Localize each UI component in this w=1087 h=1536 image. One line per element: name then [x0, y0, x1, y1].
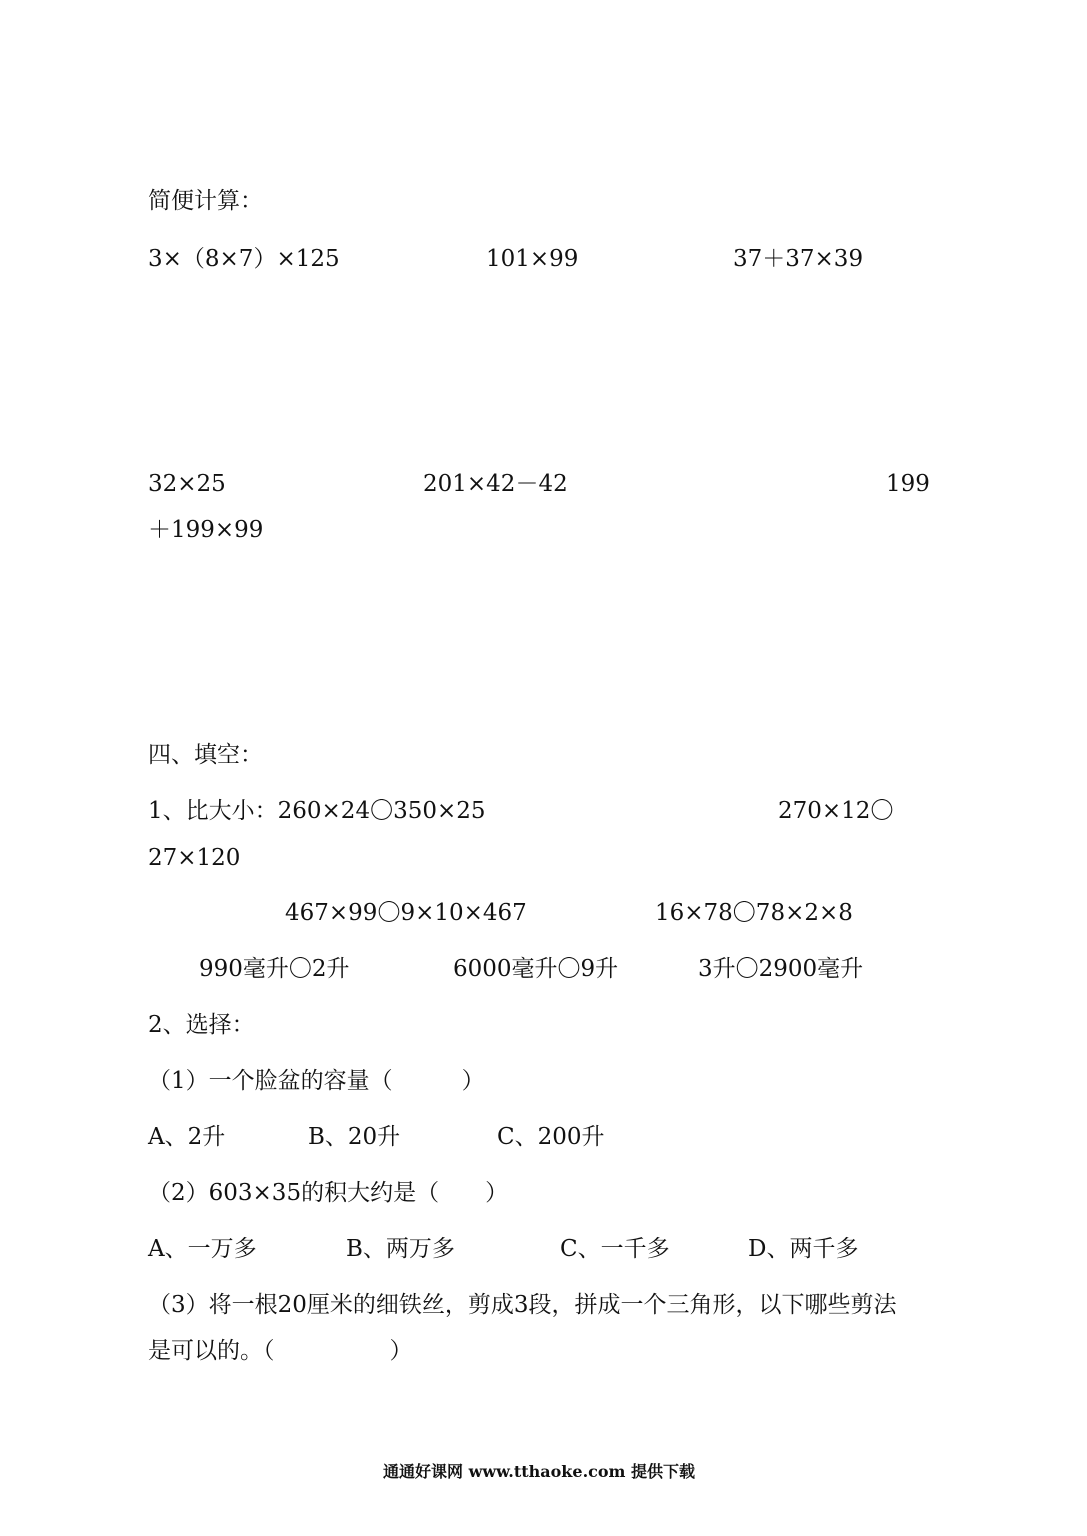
calc-expression: 199 — [886, 471, 930, 497]
choice-heading: 2、选择： — [148, 1012, 255, 1038]
calc-expression-continuation: ＋199×99 — [148, 517, 264, 543]
compare-line: 1、比大小：260×24〇350×25 — [148, 798, 486, 824]
compare-line: 990毫升〇2升 — [199, 956, 350, 982]
choice-question: （3）将一根20厘米的细铁丝，剪成3段，拼成一个三角形，以下哪些剪法 — [148, 1292, 897, 1318]
compare-line: 467×99〇9×10×467 — [285, 900, 527, 926]
choice-option: B、两万多 — [346, 1236, 455, 1262]
compare-line-continuation: 27×120 — [148, 845, 241, 871]
page-footer: 通通好课网 www.tthaoke.com 提供下载 — [383, 1462, 696, 1481]
choice-option: C、200升 — [497, 1124, 605, 1150]
choice-option: A、一万多 — [148, 1236, 257, 1262]
choice-option: B、20升 — [308, 1124, 401, 1150]
calc-expression: 101×99 — [486, 246, 579, 272]
choice-option: D、两千多 — [748, 1236, 859, 1262]
calc-expression: 201×42－42 — [423, 471, 568, 497]
choice-option: A、2升 — [148, 1124, 226, 1150]
calc-expression: 3×（8×7）×125 — [148, 246, 340, 272]
fill-section-heading: 四、填空： — [148, 742, 263, 768]
simple-calc-heading: 简便计算： — [148, 188, 263, 214]
choice-question: （2）603×35的积大约是（ ） — [148, 1180, 509, 1206]
compare-line: 6000毫升〇9升 — [453, 956, 619, 982]
calc-expression: 37＋37×39 — [733, 246, 864, 272]
choice-question-continuation: 是可以的。（ ） — [148, 1338, 413, 1364]
choice-question: （1）一个脸盆的容量（ ） — [148, 1068, 485, 1094]
calc-expression: 32×25 — [148, 471, 226, 497]
compare-line: 270×12〇 — [778, 798, 894, 824]
compare-line: 16×78〇78×2×8 — [655, 900, 853, 926]
compare-line: 3升〇2900毫升 — [698, 956, 864, 982]
choice-option: C、一千多 — [560, 1236, 670, 1262]
